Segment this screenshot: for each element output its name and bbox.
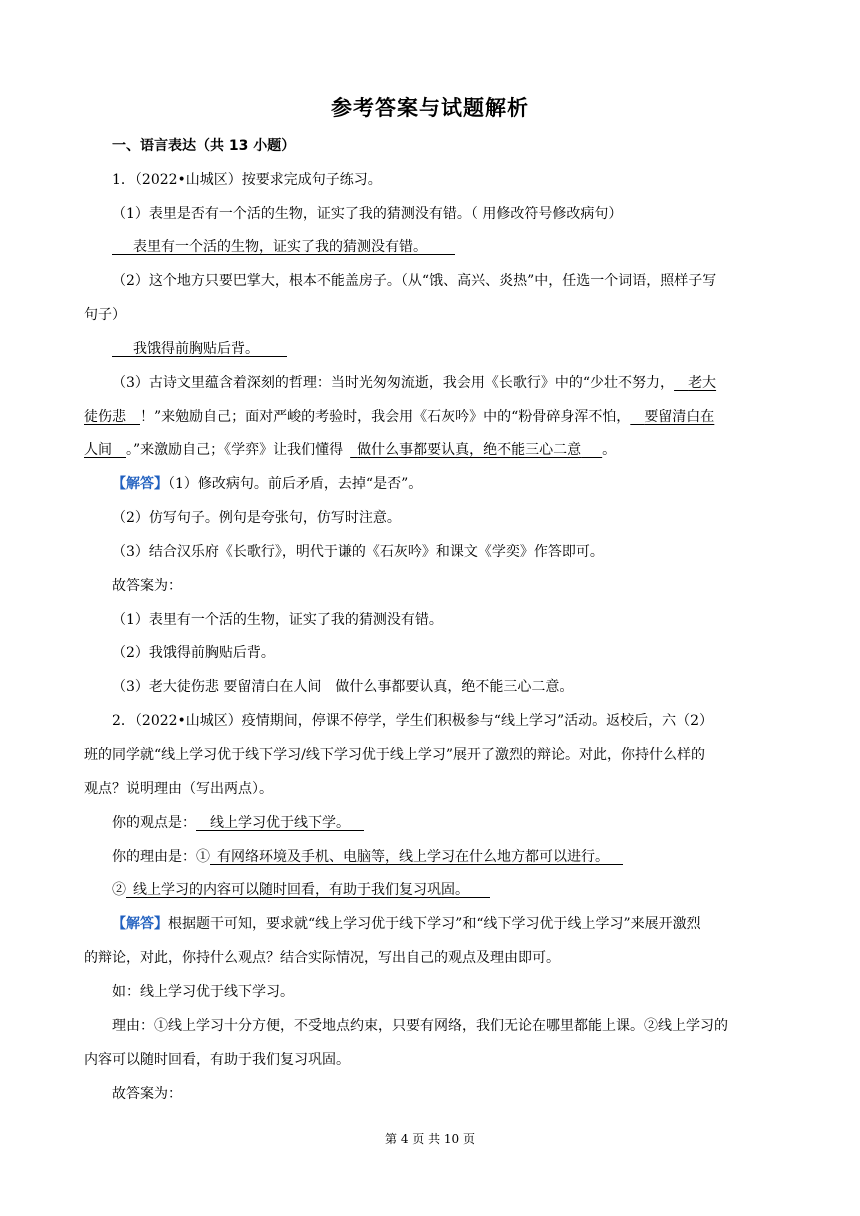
q1-final-label: 故答案为：: [112, 578, 182, 594]
q1-part2-line2: 句子）: [84, 307, 126, 323]
q2-reason-text-line2: 内容可以随时回看，有助于我们复习巩固。: [84, 1052, 350, 1068]
q2-stem-line2: 班的同学就“线上学习优于线下学习/线下学习优于线上学习”展开了激烈的辩论。对此，你持什么样的: [84, 747, 706, 763]
q1-part1: （1）表里是否有一个活的生物，证实了我的猜测没有错。（ 用修改符号修改病句）: [112, 206, 623, 222]
q2-final-label: 故答案为：: [112, 1086, 182, 1102]
q2-solution-line2: 的辩论，对此，你持什么观点？结合实际情况，写出自己的观点及理由即可。: [84, 950, 560, 966]
answer-tag: 【解答】: [112, 476, 168, 492]
q1-part3-line3: 人间 。”来激励自己；《学弈》让我们懂得 做什么事都要认真，绝不能三心二意 。: [84, 442, 617, 458]
section-heading: 一、语言表达（共 13 小题）: [112, 138, 296, 154]
q2-reason-text-line1: 理由：①线上学习十分方便，不受地点约束，只要有网络，我们无论在哪里都能上课。②线上学习的: [112, 1018, 728, 1034]
q2-stem-line1: 2．（2022•山城区）疫情期间，停课不停学，学生们积极参与“线上学习”活动。返校后，六（2）: [112, 713, 714, 729]
q1-solution-2: （2）仿写句子。例句是夸张句，仿写时注意。: [112, 510, 401, 526]
q1-solution-3: （3）结合汉乐府《长歌行》，明代于谦的《石灰吟》和课文《学奕》作答即可。: [112, 544, 604, 560]
page-title: 参考答案与试题解析: [331, 96, 529, 120]
q1-answer1: 表里有一个活的生物，证实了我的猜测没有错。: [133, 239, 427, 255]
q2-stem-line3: 观点？说明理由（写出两点）。: [84, 781, 273, 797]
q1-part3-line1: （3）古诗文里蕴含着深刻的哲理：当时光匆匆流逝，我会用《长歌行》中的“少壮不努力， 老大: [112, 375, 717, 391]
q1-solution-1: 【解答】（1）修改病句。前后矛盾，去掉“是否”。: [112, 476, 423, 492]
q1-final-3: （3）老大徒伤悲 要留清白在人间 做什么事都要认真，绝不能三心二意。: [112, 679, 574, 695]
q1-final-2: （2）我饿得前胸贴后背。: [112, 645, 275, 661]
q2-reason-2: ② 线上学习的内容可以随时回看，有助于我们复习巩固。: [112, 882, 469, 898]
q1-part3-line2: 徒伤悲 ！”来勉励自己；面对严峻的考验时，我会用《石灰吟》中的“粉骨碎身浑不怕， 要留清白在: [84, 409, 715, 425]
q1-stem: 1．（2022•山城区）按要求完成句子练习。: [112, 172, 382, 188]
q1-answer2: 我饿得前胸贴后背。: [133, 341, 259, 357]
q2-view: 你的观点是： 线上学习优于线下学。: [112, 815, 350, 831]
answer-tag: 【解答】: [112, 916, 168, 932]
q1-part2-line1: （2）这个地方只要巴掌大，根本不能盖房子。（从“饿、高兴、炎热”中，任选一个词语，照样子写: [112, 273, 717, 289]
q2-solution-line1: 【解答】根据题干可知，要求就“线上学习优于线下学习”和“线下学习优于线上学习”来展开激烈: [112, 916, 701, 932]
q2-example: 如：线上学习优于线下学习。: [112, 984, 294, 1000]
page-footer: 第 4 页 共 10 页: [385, 1132, 475, 1146]
q1-final-1: （1）表里有一个活的生物，证实了我的猜测没有错。: [112, 612, 443, 628]
q2-reason-1: 你的理由是：① 有网络环境及手机、电脑等，线上学习在什么地方都可以进行。: [112, 849, 609, 865]
